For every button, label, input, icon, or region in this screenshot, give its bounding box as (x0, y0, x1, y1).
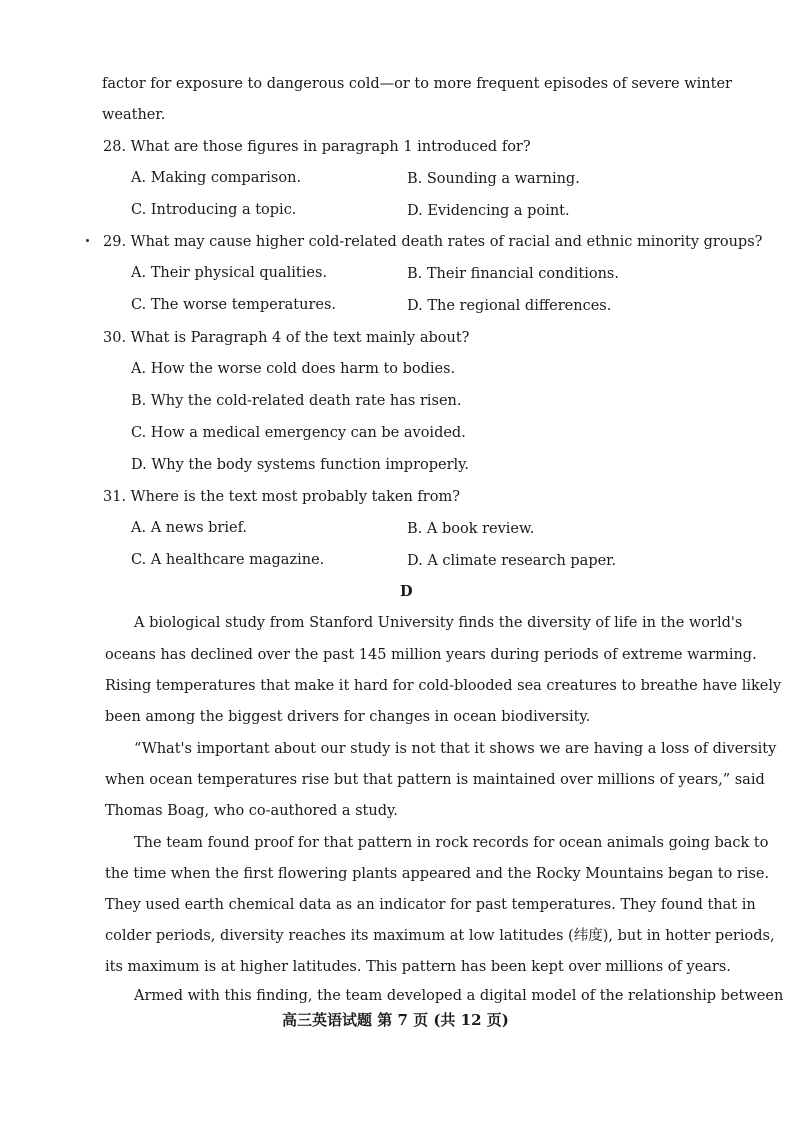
margin-dot (86, 239, 89, 242)
question-28-option-b: B. Sounding a warning. (407, 171, 580, 187)
passage-line: “What's important about our study is not that it shows we are having a loss of diversity (134, 741, 777, 757)
passage-line: Rising temperatures that make it hard for cold-blooded sea creatures to breathe have likely (105, 678, 782, 694)
question-30-option-a: A. How the worse cold does harm to bodies. (131, 361, 456, 377)
question-30-option-b: B. Why the cold-related death rate has risen. (131, 393, 462, 409)
question-30-option-c: C. How a medical emergency can be avoided. (131, 425, 466, 441)
passage-line: its maximum is at higher latitudes. This pattern has been kept over millions of years. (105, 959, 731, 975)
section-heading: D (400, 583, 413, 600)
question-31-option-d: D. A climate research paper. (407, 553, 617, 569)
question-28-stem: 28. What are those figures in paragraph 1 introduced for? (103, 139, 531, 155)
passage-line: Thomas Boag, who co-authored a study. (105, 803, 398, 819)
question-29-stem: 29. What may cause higher cold-related death rates of racial and ethnic minority groups? (103, 234, 763, 250)
passage-line: oceans has declined over the past 145 million years during periods of extreme warming. (105, 647, 757, 663)
passage-line: when ocean temperatures rise but that pattern is maintained over millions of years,” said (105, 772, 765, 788)
question-29-option-a: A. Their physical qualities. (131, 265, 327, 281)
question-28-option-c: C. Introducing a topic. (131, 202, 297, 218)
question-28-option-d: D. Evidencing a point. (407, 203, 570, 219)
passage-line: They used earth chemical data as an indicator for past temperatures. They found that in (105, 897, 756, 913)
question-29-option-d: D. The regional differences. (407, 298, 612, 314)
passage-line: the time when the first flowering plants appeared and the Rocky Mountains began to rise. (105, 866, 770, 882)
passage-line: The team found proof for that pattern in rock records for ocean animals going back to (134, 835, 769, 851)
question-30-stem: 30. What is Paragraph 4 of the text mainly about? (103, 330, 470, 346)
intro-line-1: factor for exposure to dangerous cold—or to more frequent episodes of severe winter (102, 76, 732, 92)
question-28-option-a: A. Making comparison. (131, 170, 302, 186)
question-31-option-a: A. A news brief. (131, 520, 248, 536)
page-footer: 高三英语试题 第 7 页 (共 12 页) (282, 1011, 509, 1029)
question-31-stem: 31. Where is the text most probably taken from? (103, 489, 460, 505)
passage-line: colder periods, diversity reaches its maximum at low latitudes (纬度), but in hotter periods, (105, 928, 775, 944)
question-29-option-b: B. Their financial conditions. (407, 266, 619, 282)
passage-line: A biological study from Stanford University finds the diversity of life in the world's (134, 615, 743, 631)
question-29-option-c: C. The worse temperatures. (131, 297, 337, 313)
passage-line: Armed with this finding, the team developed a digital model of the relationship between (134, 988, 784, 1004)
passage-line: been among the biggest drivers for changes in ocean biodiversity. (105, 709, 591, 725)
question-31-option-b: B. A book review. (407, 521, 535, 537)
question-31-option-c: C. A healthcare magazine. (131, 552, 325, 568)
intro-line-2: weather. (102, 107, 166, 123)
question-30-option-d: D. Why the body systems function improperly. (131, 457, 470, 473)
